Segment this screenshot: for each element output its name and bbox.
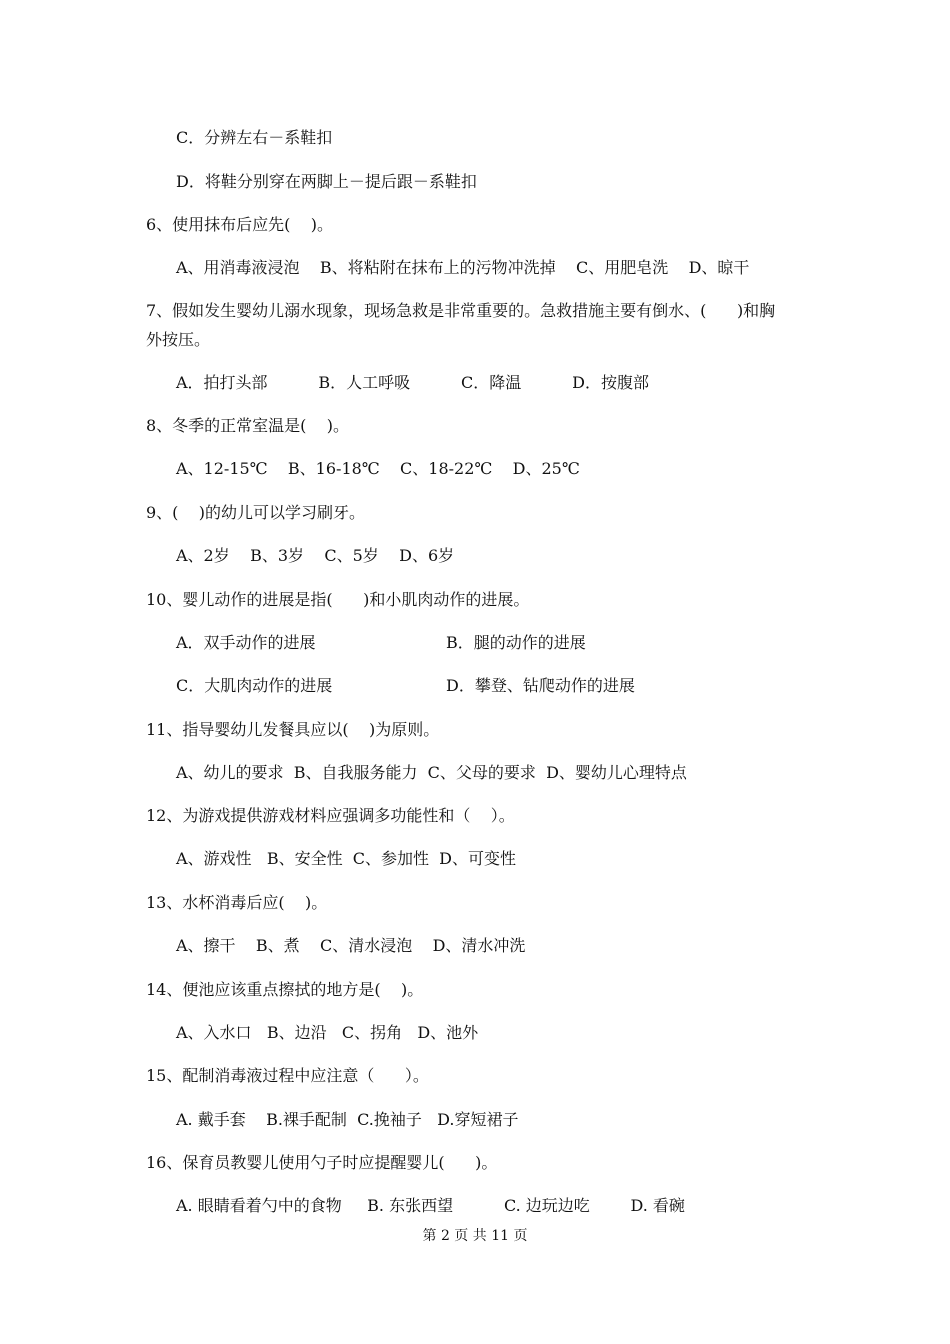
- question-12: 12、为游戏提供游戏材料应强调多功能性和（ ）。: [146, 806, 515, 825]
- question-10-option-d: D．攀登、钻爬动作的进展: [446, 676, 635, 695]
- question-13: 13、水杯消毒后应( )。: [146, 893, 328, 912]
- question-13-options: A、擦干 B、煮 C、清水浸泡 D、清水冲洗: [176, 936, 526, 955]
- question-9: 9、( )的幼儿可以学习刷牙。: [146, 503, 366, 522]
- question-7-options: A．拍打头部 B．人工呼吸 C．降温 D．按腹部: [176, 373, 649, 392]
- question-9-options: A、2岁 B、3岁 C、5岁 D、6岁: [176, 546, 455, 565]
- question-7-continued: 外按压。: [146, 330, 211, 349]
- question-14-options: A、入水口 B、边沿 C、拐角 D、池外: [176, 1023, 479, 1042]
- question-14: 14、便池应该重点擦拭的地方是( )。: [146, 980, 424, 999]
- page-footer: 第 2 页 共 11 页: [422, 1228, 528, 1244]
- question-10-option-a: A．双手动作的进展: [176, 633, 316, 652]
- question-10-option-c: C．大肌肉动作的进展: [176, 676, 333, 695]
- question-12-options: A、游戏性 B、安全性 C、参加性 D、可变性: [176, 849, 516, 868]
- question-10: 10、婴儿动作的进展是指( )和小肌肉动作的进展。: [146, 590, 530, 609]
- question-16-options: A. 眼睛看着勺中的食物 B. 东张西望 C. 边玩边吃 D. 看碗: [176, 1196, 685, 1215]
- question-15: 15、配制消毒液过程中应注意（ ）。: [146, 1066, 429, 1085]
- question-11: 11、指导婴幼儿发餐具应以( )为原则。: [146, 720, 440, 739]
- question-6-options: A、用消毒液浸泡 B、将粘附在抹布上的污物冲洗掉 C、用肥皂洗 D、晾干: [176, 258, 750, 277]
- question-8-options: A、12-15℃ B、16-18℃ C、18-22℃ D、25℃: [176, 459, 580, 478]
- question-15-options: A. 戴手套 B.裸手配制 C.挽袖子 D.穿短裙子: [176, 1110, 519, 1129]
- question-10-option-b: B．腿的动作的进展: [446, 633, 586, 652]
- question-7: 7、假如发生婴幼儿溺水现象，现场急救是非常重要的。急救措施主要有倒水、( )和胸: [146, 301, 776, 320]
- question-8: 8、冬季的正常室温是( )。: [146, 416, 350, 435]
- question-11-options: A、幼儿的要求 B、自我服务能力 C、父母的要求 D、婴幼儿心理特点: [176, 763, 687, 782]
- question-6: 6、使用抹布后应先( )。: [146, 215, 334, 234]
- question-16: 16、保育员教婴儿使用勺子时应提醒婴儿( )。: [146, 1153, 498, 1172]
- q5-option-c: C．分辨左右－系鞋扣: [176, 128, 333, 147]
- q5-option-d: D．将鞋分别穿在两脚上－提后跟－系鞋扣: [176, 172, 477, 191]
